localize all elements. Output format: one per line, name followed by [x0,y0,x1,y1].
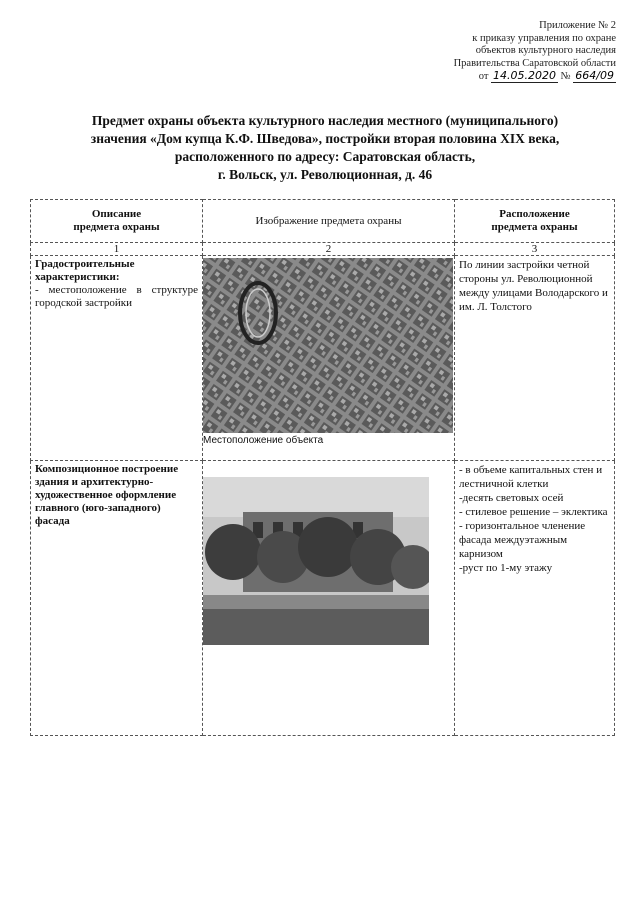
row2-image-cell [203,461,455,736]
title-line: значения «Дом купца К.Ф. Шведова», постройки вторая половина XIX века, [90,131,560,146]
facade-photo-image [203,477,429,645]
map-caption: Местоположение объекта [203,435,324,446]
table-row [31,461,615,736]
row2-location-item: - в объеме капитальных стен и лестничной клетки [459,464,603,490]
row1-title: Градостроительные характеристики: [35,258,135,283]
column-number: 2 [203,243,455,256]
appendix-label: Приложение № 2 [539,20,616,31]
order-number: 664/09 [575,69,614,82]
row2-location-item: -руст по 1-му этажу [459,562,553,574]
order-date: 14.05.2020 [493,69,557,82]
table-row [31,256,615,461]
row1-location [455,256,615,461]
column-number: 3 [455,243,615,256]
row2-location-item: - горизонтальное членение фасада междуэтажным карнизом [459,520,586,560]
row1-location-text: По линии застройки четной стороны ул. Революционной между улицами Володарского и им. Л. Толстого [459,259,608,313]
row1-text: - местоположение в структуре городской застройки [35,284,198,309]
government-label: Правительства Саратовской области [453,57,616,69]
row2-location-item: - стилевое решение – эклектика [459,506,608,518]
title-line: расположенного по адресу: Саратовская область, [174,149,476,164]
document-title [40,112,610,184]
column-header-description: Описание предмета охраны [31,200,203,243]
date-number-line [316,70,616,84]
number-sign: № [560,71,571,82]
row2-description [31,461,203,736]
title-line: Предмет охраны объекта культурного наследия местного (муниципального) [91,113,559,128]
column-header-image: Изображение предмета охраны [203,200,455,243]
document-header [316,20,616,84]
location-map-image [203,258,453,433]
row2-title: Композиционное построение здания и архитектурно-художественное оформление главного (юго-западного) фасада [35,463,179,527]
protection-table [30,199,615,736]
row1-image-cell [203,256,455,461]
order-label: к приказу управления по охране [472,32,616,44]
from-label: от [478,71,489,82]
column-number: 1 [31,243,203,256]
row2-location-item: -десять световых осей [459,492,564,504]
row2-location [455,461,615,736]
department-label: объектов культурного наследия [475,45,616,56]
column-header-location: Расположение предмета охраны [455,200,615,243]
row1-description [31,256,203,461]
title-line: г. Вольск, ул. Революционная, д. 46 [217,167,433,182]
